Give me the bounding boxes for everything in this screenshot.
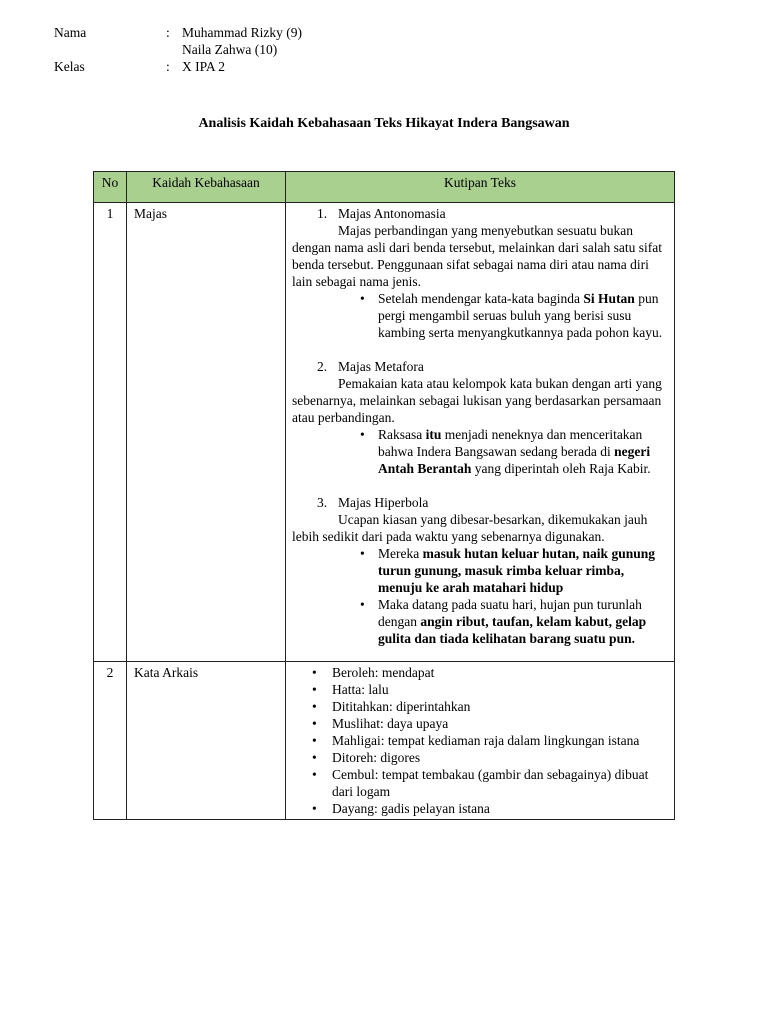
class-row bbox=[54, 58, 302, 75]
example-text: pun pergi mengambil seruas buluh yang berisi susu kambing serta menyangkutkannya pada pohon kayu. bbox=[378, 291, 663, 340]
spacer bbox=[292, 477, 668, 494]
name-row-2 bbox=[54, 41, 302, 58]
table-row bbox=[94, 662, 675, 820]
majas-name: Majas Metafora bbox=[338, 359, 424, 374]
example-text: yang diperintah oleh Raja Kabir. bbox=[471, 461, 651, 476]
bullet-icon: • bbox=[312, 767, 317, 782]
header-kutipan: Kutipan Teks bbox=[286, 172, 675, 203]
bullet-icon: • bbox=[312, 699, 317, 714]
kaidah-cell: Kata Arkais bbox=[127, 662, 286, 820]
bullet-icon: • bbox=[360, 427, 365, 442]
name-value-2: Naila Zahwa (10) bbox=[182, 42, 278, 57]
name-row bbox=[54, 24, 302, 41]
class-colon: : bbox=[166, 59, 170, 74]
arkais-entry: Beroleh: mendapat bbox=[332, 665, 435, 680]
example-text: angin ribut, taufan, kelam kabut, gelap gulita dan tiada kelihatan barang suatu pun. bbox=[378, 614, 647, 646]
list-item bbox=[292, 681, 668, 698]
bullet-icon: • bbox=[312, 801, 317, 816]
row-number: 2 bbox=[94, 662, 127, 820]
class-value: X IPA 2 bbox=[182, 59, 226, 74]
name-label: Nama bbox=[54, 25, 87, 40]
list-item bbox=[292, 664, 668, 681]
example-text: Setelah mendengar kata-kata baginda bbox=[378, 291, 584, 306]
example-item bbox=[292, 426, 668, 477]
bullet-icon: • bbox=[360, 546, 365, 561]
analysis-table bbox=[93, 171, 675, 820]
arkais-entry: Ditoreh: digores bbox=[332, 750, 421, 765]
name-colon: : bbox=[166, 25, 170, 40]
majas-description: Ucapan kiasan yang dibesar-besarkan, dikemukakan jauh lebih sedikit dari pada waktu yang sebenarnya digunakan. bbox=[292, 512, 648, 544]
arkais-entry: Dayang: gadis pelayan istana bbox=[332, 801, 490, 816]
bullet-icon: • bbox=[312, 665, 317, 680]
majas-name: Majas Antonomasia bbox=[338, 206, 446, 221]
example-list bbox=[292, 545, 668, 647]
bullet-icon: • bbox=[312, 682, 317, 697]
header-kaidah: Kaidah Kebahasaan bbox=[127, 172, 286, 203]
example-text: Mereka bbox=[378, 546, 423, 561]
majas-heading bbox=[317, 494, 668, 511]
list-item bbox=[292, 698, 668, 715]
example-text: itu bbox=[425, 427, 442, 442]
majas-name: Majas Hiperbola bbox=[338, 495, 429, 510]
list-item bbox=[292, 766, 668, 800]
example-text: Maka datang pada suatu hari, hujan pun turunlah dengan bbox=[378, 597, 642, 629]
kutipan-cell bbox=[286, 203, 675, 662]
identity-block bbox=[54, 24, 302, 75]
example-item bbox=[292, 596, 668, 647]
list-item bbox=[292, 800, 668, 817]
bullet-icon: • bbox=[312, 750, 317, 765]
list-item bbox=[292, 715, 668, 732]
bullet-icon: • bbox=[312, 716, 317, 731]
name-value-1: Muhammad Rizky (9) bbox=[182, 25, 302, 40]
majas-heading bbox=[317, 358, 668, 375]
arkais-entry: Mahligai: tempat kediaman raja dalam lingkungan istana bbox=[332, 733, 640, 748]
arkais-entry: Cembul: tempat tembakau (gambir dan sebagainya) dibuat dari logam bbox=[332, 767, 649, 799]
list-item bbox=[292, 732, 668, 749]
kaidah-cell: Majas bbox=[127, 203, 286, 662]
table-header-row bbox=[94, 172, 675, 203]
example-text: menjadi neneknya dan menceritakan bahwa Indera Bangsawan sedang berada di bbox=[378, 427, 643, 459]
majas-description: Pemakaian kata atau kelompok kata bukan dengan arti yang sebenarnya, melainkan sebagai lukisan yang berdasarkan persamaan atau perbandingan. bbox=[292, 376, 662, 425]
example-item bbox=[292, 545, 668, 596]
arkais-entry: Dititahkan: diperintahkan bbox=[332, 699, 471, 714]
majas-number: 1. bbox=[317, 206, 328, 221]
bullet-icon: • bbox=[360, 291, 365, 306]
majas-heading bbox=[317, 205, 668, 222]
arkais-entry: Hatta: lalu bbox=[332, 682, 389, 697]
bullet-icon: • bbox=[360, 597, 365, 612]
example-text: Si Hutan bbox=[583, 291, 635, 306]
row-number: 1 bbox=[94, 203, 127, 662]
class-label: Kelas bbox=[54, 59, 85, 74]
document-title: Analisis Kaidah Kebahasaan Teks Hikayat Indera Bangsawan bbox=[198, 116, 570, 131]
example-list bbox=[292, 426, 668, 477]
example-text: negeri Antah Berantah bbox=[378, 444, 651, 476]
table-row bbox=[94, 203, 675, 662]
bullet-icon: • bbox=[312, 733, 317, 748]
example-list bbox=[292, 290, 668, 341]
example-text: Raksasa bbox=[378, 427, 426, 442]
header-no: No bbox=[94, 172, 127, 203]
majas-description: Majas perbandingan yang menyebutkan sesuatu bukan dengan nama asli dari benda tersebut, melainkan dari salah satu sifat benda tersebut. Penggunaan sifat sebagai nama diri atau nama diri lain sebagai nama jenis. bbox=[292, 223, 662, 289]
list-item bbox=[292, 749, 668, 766]
majas-number: 3. bbox=[317, 495, 328, 510]
spacer bbox=[292, 341, 668, 358]
arkais-entry: Muslihat: daya upaya bbox=[332, 716, 449, 731]
example-item bbox=[292, 290, 668, 341]
majas-number: 2. bbox=[317, 359, 328, 374]
kutipan-cell bbox=[286, 662, 675, 820]
arkais-list bbox=[292, 664, 668, 817]
example-text: masuk hutan keluar hutan, naik gunung turun gunung, masuk rimba keluar rimba, menuju ke arah matahari hidup bbox=[378, 546, 655, 595]
